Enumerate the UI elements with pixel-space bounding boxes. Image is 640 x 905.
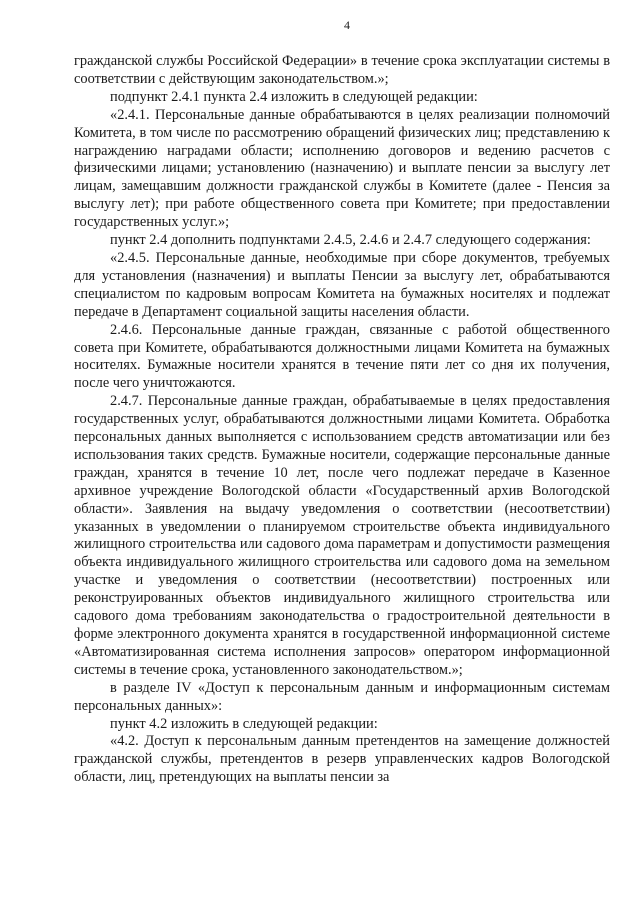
paragraph-2-4-1: «2.4.1. Персональные данные обрабатываются в целях реализации полномочий Комитета, в том числе по рассмотрению обращений физических лиц; представлению к награждению наградами области; исполнению договоров и ведению расчетов с физическими лицами; установлению (назначению) и выплате пенсии за выслугу лет лицам, замещавшим должности гражданской службы в Комитете (далее - Пенсия за выслугу лет); при работе общественного совета при Комитете; при предоставлении государственных услуг.»;: [74, 106, 610, 231]
paragraph-instruction-2-4-supplement: пункт 2.4 дополнить подпунктами 2.4.5, 2.4.6 и 2.4.7 следующего содержания:: [110, 232, 591, 249]
paragraph-2-4-6: 2.4.6. Персональные данные граждан, связанные с работой общественного совета при Комитете, обрабатываются должностными лицами Комитета на бумажных носителях. Бумажные носители хранятся в течение пяти лет со дня их получения, после чего уничтожаются.: [74, 321, 610, 392]
paragraph-instruction-section-iv: в разделе IV «Доступ к персональным данным и информационным системам персональных данных»:: [74, 679, 610, 714]
paragraph-continuation: гражданской службы Российской Федерации» в течение срока эксплуатации системы в соответствии с действующим законодательством.»;: [74, 53, 610, 87]
paragraph-instruction-4-2: пункт 4.2 изложить в следующей редакции:: [110, 715, 378, 732]
paragraph-instruction-2-4-1: подпункт 2.4.1 пункта 2.4 изложить в следующей редакции:: [110, 88, 478, 105]
paragraph-2-4-7: 2.4.7. Персональные данные граждан, обрабатываемые в целях предоставления государственных услуг, обрабатываются должностными лицами Комитета. Обработка персональных данных выполняется с использованием средств автоматизации или без использования таких средств. Бумажные носители, содержащие персональные данные граждан, хранятся в течение 10 лет, после чего подлежат передаче в Казенное архивное учреждение Вологодской области «Государственный архив Вологодской области». Заявления на выдачу уведомления о соответствии (несоответствии) указанных в уведомлении о планируемом строительстве объекта индивидуального жилищного строительства или садового дома параметрам и допустимости размещения объекта индивидуального жилищного строительства или садового дома на земельном участке и уведомления о соответствии (несоответствии) построенных или реконструированных объектов индивидуального жилищного строительства или садового дома требованиям законодательства о градостроительной деятельности в форме электронного документа хранятся в государственной информационной системе «Автоматизированная система исполнения запросов» оператором информационной системы в течение срока, установленного законодательством.»;: [74, 393, 610, 678]
page-number: 4: [344, 18, 350, 32]
paragraph-2-4-5: «2.4.5. Персональные данные, необходимые при сборе документов, требуемых для установления (назначения) и выплаты Пенсии за выслугу лет, обрабатываются специалистом по кадровым вопросам Комитета на бумажных носителях и подлежат передаче в Департамент социальной защиты населения области.: [74, 249, 610, 320]
paragraph-4-2: «4.2. Доступ к персональным данным претендентов на замещение должностей гражданской службы, претендентов в резерв управленческих кадров Вологодской области, лиц, претендующих на выплаты пенсии за: [74, 733, 610, 786]
document-body: [74, 53, 610, 787]
